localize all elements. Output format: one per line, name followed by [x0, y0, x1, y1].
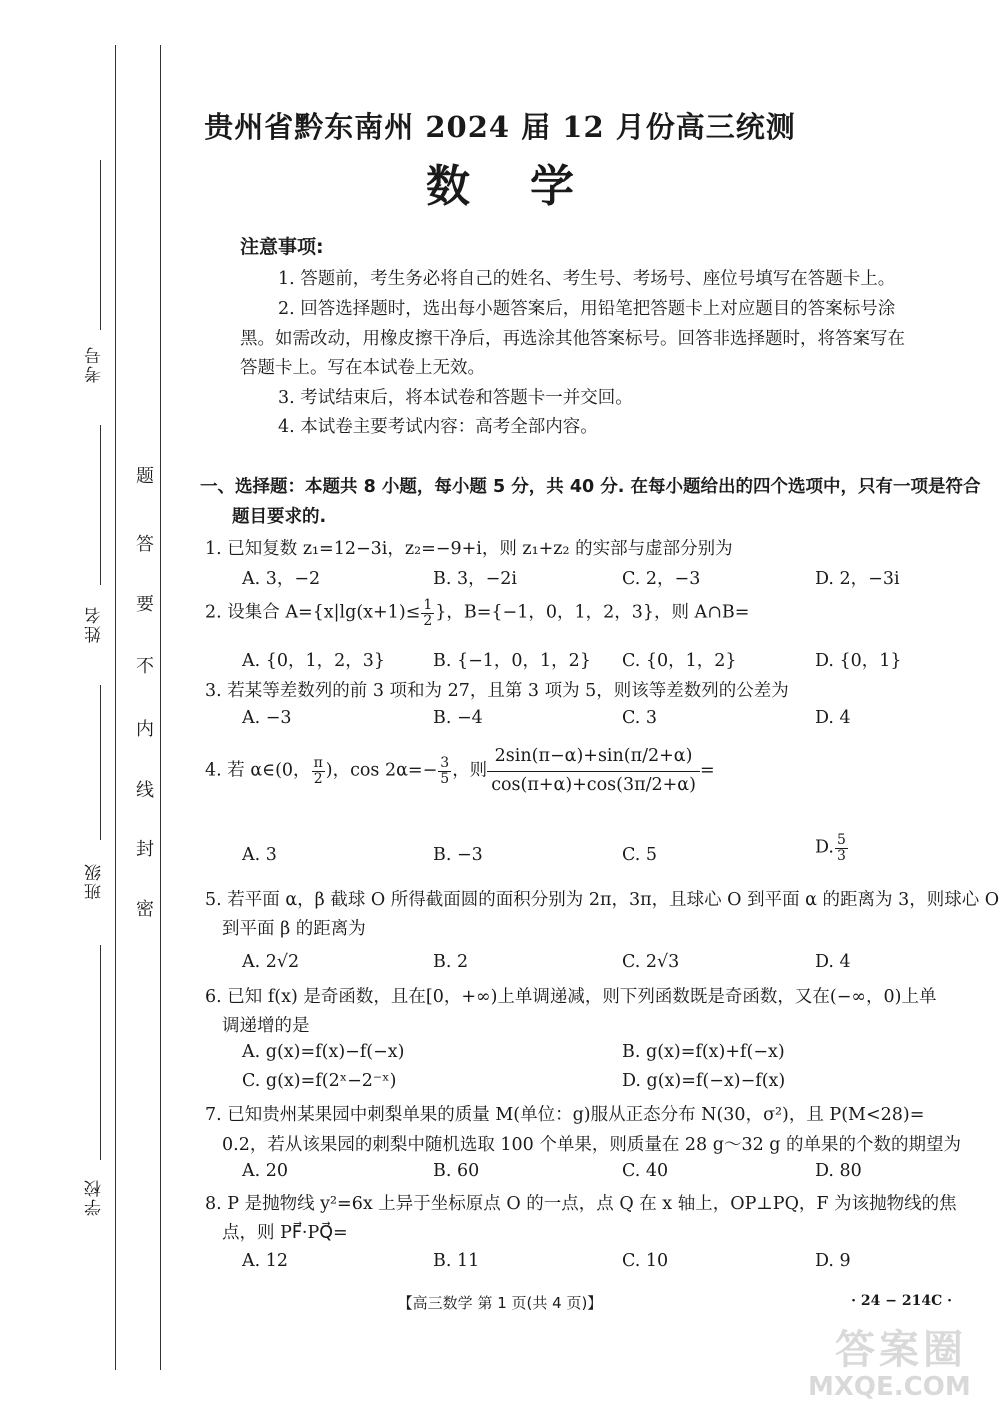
q1-option-c: C. 2，−3 — [622, 569, 701, 589]
notice-line: 2. 回答选择题时，选出每小题答案后，用铅笔把答题卡上对应题目的答案标号涂 — [278, 299, 896, 319]
q1-option-b: B. 3，−2i — [433, 569, 518, 589]
question-5: 5. 若平面 α，β 截球 O 所得截面圆的面积分别为 2π，3π，且球心 O 到平面 α 的距离为 3，则球心 O — [205, 890, 1000, 910]
question-3: 3. 若某等差数列的前 3 项和为 27，且第 3 项为 5，则该等差数列的公差为 — [205, 681, 789, 701]
notice-line: 1. 答题前，考生务必将自己的姓名、考生号、考场号、座位号填写在答题卡上。 — [278, 269, 896, 289]
seal-char: 答 — [136, 534, 154, 555]
class-label: 班级 — [85, 862, 105, 900]
class-fill-line — [100, 685, 101, 840]
q2-option-b: B. {−1，0，1，2} — [433, 651, 591, 671]
q6-option-c: C. g(x)=f(2ˣ−2⁻ˣ) — [242, 1071, 397, 1091]
q5-option-b: B. 2 — [433, 952, 469, 972]
margin-line-inner — [160, 45, 161, 1370]
q2-frac-num: 1 — [423, 597, 433, 613]
q1-option-a: A. 3，−2 — [242, 569, 321, 589]
seal-char: 不 — [136, 656, 154, 677]
q4-pi-den: 2 — [313, 770, 323, 787]
question-2 — [205, 598, 749, 628]
question-8: 8. P 是抛物线 y²=6x 上异于坐标原点 O 的一点，点 Q 在 x 轴上，OP⊥PQ，F 为该抛物线的焦 — [205, 1194, 957, 1214]
q4-numerator: 2sin(π−α)+sin(π/2+α) — [487, 745, 700, 772]
q8-option-b: B. 11 — [433, 1251, 480, 1271]
section-heading: 一、选择题：本题共 8 小题，每小题 5 分，共 40 分. 在每小题给出的四个选项中，只有一项是符合 — [200, 477, 981, 497]
q7-option-a: A. 20 — [242, 1161, 289, 1181]
watermark-logo: 答案圈 — [835, 1327, 967, 1373]
q4-equals: = — [699, 760, 715, 781]
q2-stem-b: }，B={−1，0，1，2，3}，则 A∩B= — [435, 602, 750, 623]
exam-title: 贵州省黔东南州 2024 届 12 月份高三统测 — [204, 110, 796, 144]
q2-frac-den: 2 — [423, 612, 433, 629]
school-label: 学校 — [85, 1178, 105, 1216]
q4-option-d-label: D. — [815, 837, 834, 858]
q4-option-b: B. −3 — [433, 845, 483, 865]
q4-optd-den: 3 — [836, 847, 846, 864]
section-heading-cont: 题目要求的. — [232, 507, 327, 527]
seal-char: 内 — [136, 719, 154, 740]
q2-stem-a: 2. 设集合 A={x|lg(x+1)≤ — [205, 602, 421, 623]
q4-option-c: C. 5 — [622, 845, 658, 865]
notice-heading: 注意事项: — [240, 236, 324, 258]
q4-stem-a: 4. 若 α∈(0， — [205, 760, 311, 781]
q4-stem-b: )，cos 2α=− — [325, 760, 438, 781]
name-label: 姓名 — [85, 605, 105, 643]
q2-option-c: C. {0，1，2} — [622, 651, 737, 671]
subject-title: 数学 — [426, 161, 634, 212]
q1-option-d: D. 2，−3i — [815, 569, 900, 589]
q3-option-b: B. −4 — [433, 708, 483, 728]
seal-char: 要 — [136, 594, 154, 615]
page-footer: 【高三数学 第 1 页(共 4 页)】 — [397, 1294, 603, 1312]
q7-option-d: D. 80 — [815, 1161, 862, 1181]
q4-option-d — [815, 833, 849, 863]
seal-char: 题 — [136, 466, 154, 487]
notice-line: 3. 考试结束后，将本试卷和答题卡一并交回。 — [278, 388, 633, 408]
q3-option-c: C. 3 — [622, 708, 658, 728]
question-6-cont: 调递增的是 — [222, 1016, 310, 1036]
q8-option-c: C. 10 — [622, 1251, 669, 1271]
q4-expression — [487, 745, 700, 797]
school-fill-line — [100, 945, 101, 1160]
notice-line: 答题卡上。写在本试卷上无效。 — [240, 358, 485, 378]
seal-char: 线 — [136, 780, 154, 801]
q4-cos-den: 5 — [440, 770, 450, 787]
question-7-cont: 0.2，若从该果园的刺梨中随机选取 100 个单果，则质量在 28 g～32 g 的单果的个数的期望为 — [222, 1135, 962, 1155]
q4-stem-c: ，则 — [452, 760, 488, 781]
q3-option-d: D. 4 — [815, 708, 851, 728]
q6-option-b: B. g(x)=f(x)+f(−x) — [622, 1042, 785, 1062]
q6-option-d: D. g(x)=f(−x)−f(x) — [622, 1071, 786, 1091]
q2-option-a: A. {0，1，2，3} — [242, 651, 386, 671]
q4-pi-fraction — [312, 756, 325, 786]
question-1: 1. 已知复数 z₁=12−3i，z₂=−9+i，则 z₁+z₂ 的实部与虚部分别为 — [205, 539, 733, 559]
notice-line: 黑。如需改动，用橡皮擦干净后，再选涂其他答案标号。回答非选择题时，将答案写在 — [240, 329, 905, 349]
seal-char: 封 — [136, 839, 154, 860]
question-8-cont: 点，则 PF⃗·PQ⃗= — [222, 1223, 348, 1243]
q7-option-c: C. 40 — [622, 1161, 669, 1181]
q8-option-d: D. 9 — [815, 1251, 851, 1271]
q5-option-a: A. 2√2 — [242, 952, 300, 972]
q5-option-d: D. 4 — [815, 952, 851, 972]
q8-option-a: A. 12 — [242, 1251, 289, 1271]
q5-option-c: C. 2√3 — [622, 952, 680, 972]
name-fill-line — [100, 425, 101, 585]
notice-line: 4. 本试卷主要考试内容：高考全部内容。 — [278, 417, 598, 437]
q4-cos-num: 3 — [440, 754, 450, 771]
q7-option-b: B. 60 — [433, 1161, 480, 1181]
q3-option-a: A. −3 — [242, 708, 292, 728]
q4-option-a: A. 3 — [242, 845, 277, 865]
q2-option-d: D. {0，1} — [815, 651, 902, 671]
watermark-url: MXQE.COM — [808, 1372, 971, 1402]
q4-optd-num: 5 — [836, 832, 846, 848]
seal-char: 密 — [136, 899, 154, 920]
paper-code: · 24 − 214C · — [851, 1293, 952, 1309]
margin-line-outer — [115, 45, 116, 1370]
question-6: 6. 已知 f(x) 是奇函数，且在[0，+∞)上单调递减，则下列函数既是奇函数，又在(−∞，0)上单 — [205, 987, 937, 1007]
q4-pi-num: π — [313, 754, 323, 771]
q2-fraction — [421, 598, 434, 628]
q4-denominator: cos(π+α)+cos(3π/2+α) — [491, 774, 696, 795]
q4-cos-fraction — [438, 756, 451, 786]
exam-no-label: 考号 — [85, 345, 105, 383]
question-5-cont: 到平面 β 的距离为 — [222, 919, 366, 939]
question-4 — [205, 745, 715, 797]
question-7: 7. 已知贵州某果园中刺梨单果的质量 M(单位：g)服从正态分布 N(30，σ²)，且 P(M<28)= — [205, 1105, 925, 1125]
q4-option-d-fraction — [835, 833, 848, 863]
q6-option-a: A. g(x)=f(x)−f(−x) — [242, 1042, 405, 1062]
